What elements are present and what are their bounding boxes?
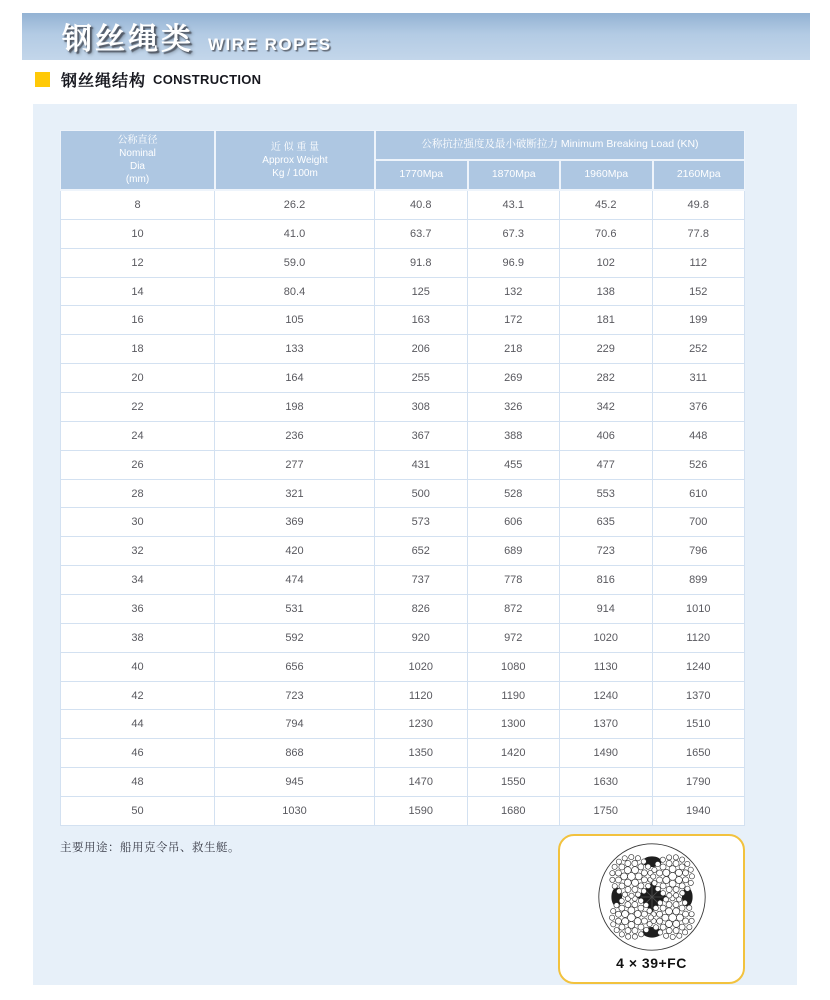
table-row [60, 653, 745, 682]
table-cell: 63.7 [375, 220, 468, 249]
table-cell: 1010 [653, 595, 746, 624]
table-cell: 342 [560, 393, 653, 422]
table-cell: 48 [60, 768, 215, 797]
table-cell: 1080 [468, 653, 561, 682]
table-cell: 1190 [468, 682, 561, 711]
table-row [60, 508, 745, 537]
table-cell: 277 [215, 451, 375, 480]
table-cell: 321 [215, 480, 375, 509]
table-row [60, 335, 745, 364]
table-cell: 737 [375, 566, 468, 595]
table-cell: 206 [375, 335, 468, 364]
header-breaking-load-group: 公称抗拉强度及最小破断拉力 Minimum Breaking Load (KN) [375, 130, 745, 160]
table-cell: 218 [468, 335, 561, 364]
table-cell: 455 [468, 451, 561, 480]
header-line: Kg / 100m [272, 167, 318, 179]
table-cell: 96.9 [468, 249, 561, 278]
table-cell: 236 [215, 422, 375, 451]
table-cell: 172 [468, 306, 561, 335]
yellow-bullet-icon [35, 72, 50, 87]
table-cell: 1030 [215, 797, 375, 826]
table-cell: 28 [60, 480, 215, 509]
table-cell: 105 [215, 306, 375, 335]
table-cell: 67.3 [468, 220, 561, 249]
table-cell: 20 [60, 364, 215, 393]
table-cell: 70.6 [560, 220, 653, 249]
table-cell: 49.8 [653, 191, 746, 220]
table-cell: 8 [60, 191, 215, 220]
table-cell: 164 [215, 364, 375, 393]
table-cell: 1300 [468, 710, 561, 739]
table-cell: 500 [375, 480, 468, 509]
table-cell: 44 [60, 710, 215, 739]
table-cell: 816 [560, 566, 653, 595]
table-row [60, 364, 745, 393]
table-cell: 945 [215, 768, 375, 797]
table-cell: 45.2 [560, 191, 653, 220]
table-cell: 477 [560, 451, 653, 480]
table-cell: 723 [560, 537, 653, 566]
table-cell: 311 [653, 364, 746, 393]
table-cell: 50 [60, 797, 215, 826]
table-cell: 1120 [375, 682, 468, 711]
table-cell: 36 [60, 595, 215, 624]
table-cell: 46 [60, 739, 215, 768]
table-row [60, 537, 745, 566]
table-cell: 181 [560, 306, 653, 335]
table-cell: 723 [215, 682, 375, 711]
table-row [60, 451, 745, 480]
page-title-zh: 钢丝绳类 [62, 23, 194, 56]
table-cell: 1230 [375, 710, 468, 739]
table-cell: 14 [60, 278, 215, 307]
table-cell: 972 [468, 624, 561, 653]
table-cell: 282 [560, 364, 653, 393]
table-row [60, 682, 745, 711]
header-line: (mm) [125, 174, 150, 185]
table-cell: 112 [653, 249, 746, 278]
table-cell: 163 [375, 306, 468, 335]
table-cell: 1680 [468, 797, 561, 826]
table-cell: 420 [215, 537, 375, 566]
table-cell: 38 [60, 624, 215, 653]
table-cell: 406 [560, 422, 653, 451]
table-cell: 635 [560, 508, 653, 537]
table-cell: 1120 [653, 624, 746, 653]
header-nominal-dia [60, 130, 215, 190]
table-row [60, 191, 745, 220]
header-line: Nominal [119, 148, 156, 159]
table-cell: 1240 [653, 653, 746, 682]
table-cell: 80.4 [215, 278, 375, 307]
header-1960mpa: 1960Mpa [560, 160, 653, 190]
table-cell: 255 [375, 364, 468, 393]
table-cell: 26.2 [215, 191, 375, 220]
table-cell: 1370 [653, 682, 746, 711]
table-cell: 1510 [653, 710, 746, 739]
table-cell: 1750 [560, 797, 653, 826]
table-cell: 1350 [375, 739, 468, 768]
table-cell: 269 [468, 364, 561, 393]
table-cell: 326 [468, 393, 561, 422]
table-cell: 367 [375, 422, 468, 451]
table-cell: 1020 [560, 624, 653, 653]
table-row [60, 595, 745, 624]
table-header [60, 130, 745, 190]
table-cell: 553 [560, 480, 653, 509]
table-cell: 30 [60, 508, 215, 537]
table-cell: 531 [215, 595, 375, 624]
table-cell: 526 [653, 451, 746, 480]
table-cell: 22 [60, 393, 215, 422]
table-cell: 652 [375, 537, 468, 566]
header-line: Dia [129, 161, 145, 172]
table-cell: 199 [653, 306, 746, 335]
table-cell: 252 [653, 335, 746, 364]
table-cell: 10 [60, 220, 215, 249]
table-cell: 914 [560, 595, 653, 624]
table-cell: 1130 [560, 653, 653, 682]
table-cell: 778 [468, 566, 561, 595]
section-title-en: CONSTRUCTION [153, 72, 262, 87]
table-cell: 1590 [375, 797, 468, 826]
table-cell: 592 [215, 624, 375, 653]
table-cell: 1370 [560, 710, 653, 739]
table-cell: 868 [215, 739, 375, 768]
table-cell: 12 [60, 249, 215, 278]
table-cell: 528 [468, 480, 561, 509]
usage-note: 主要用途：船用克令吊、救生艇。 [60, 842, 240, 854]
table-cell: 1490 [560, 739, 653, 768]
rope-cross-section-diagram [596, 841, 708, 953]
table-cell: 431 [375, 451, 468, 480]
table-cell: 1240 [560, 682, 653, 711]
table-cell: 610 [653, 480, 746, 509]
table-cell: 152 [653, 278, 746, 307]
section-heading [35, 68, 261, 91]
table-cell: 308 [375, 393, 468, 422]
table-cell: 1550 [468, 768, 561, 797]
table-cell: 229 [560, 335, 653, 364]
header-line: 近 似 重 量 [270, 141, 320, 153]
table-row [60, 278, 745, 307]
table-body [60, 190, 745, 826]
table-cell: 41.0 [215, 220, 375, 249]
rope-construction-card [558, 834, 745, 984]
table-cell: 34 [60, 566, 215, 595]
rope-construction-label: 4 × 39+FC [616, 955, 687, 971]
table-cell: 474 [215, 566, 375, 595]
table-row [60, 393, 745, 422]
table-cell: 448 [653, 422, 746, 451]
table-cell: 91.8 [375, 249, 468, 278]
table-cell: 700 [653, 508, 746, 537]
table-cell: 376 [653, 393, 746, 422]
table-cell: 369 [215, 508, 375, 537]
table-cell: 133 [215, 335, 375, 364]
table-cell: 872 [468, 595, 561, 624]
table-cell: 388 [468, 422, 561, 451]
header-line: 公称直径 [117, 135, 158, 146]
table-cell: 40.8 [375, 191, 468, 220]
table-row [60, 768, 745, 797]
table-cell: 43.1 [468, 191, 561, 220]
table-row [60, 220, 745, 249]
table-row [60, 739, 745, 768]
table-row [60, 249, 745, 278]
table-cell: 1650 [653, 739, 746, 768]
table-cell: 1420 [468, 739, 561, 768]
table-row [60, 566, 745, 595]
table-cell: 796 [653, 537, 746, 566]
table-cell: 1020 [375, 653, 468, 682]
table-row [60, 422, 745, 451]
table-cell: 32 [60, 537, 215, 566]
table-cell: 26 [60, 451, 215, 480]
table-cell: 40 [60, 653, 215, 682]
table-cell: 1470 [375, 768, 468, 797]
page-banner [22, 13, 810, 60]
table-cell: 42 [60, 682, 215, 711]
table-cell: 132 [468, 278, 561, 307]
section-title-zh: 钢丝绳结构 [61, 73, 147, 90]
header-2160mpa: 2160Mpa [653, 160, 746, 190]
table-cell: 899 [653, 566, 746, 595]
header-line: Approx Weight [262, 154, 328, 166]
table-cell: 689 [468, 537, 561, 566]
table-cell: 24 [60, 422, 215, 451]
table-cell: 920 [375, 624, 468, 653]
table-cell: 656 [215, 653, 375, 682]
table-cell: 18 [60, 335, 215, 364]
table-cell: 826 [375, 595, 468, 624]
table-cell: 16 [60, 306, 215, 335]
table-row [60, 306, 745, 335]
table-row [60, 480, 745, 509]
table-cell: 1630 [560, 768, 653, 797]
table-cell: 125 [375, 278, 468, 307]
table-cell: 102 [560, 249, 653, 278]
header-1870mpa: 1870Mpa [468, 160, 561, 190]
table-row [60, 624, 745, 653]
table-cell: 1940 [653, 797, 746, 826]
spec-table [60, 130, 745, 826]
header-1770mpa: 1770Mpa [375, 160, 468, 190]
table-cell: 573 [375, 508, 468, 537]
table-cell: 198 [215, 393, 375, 422]
table-row [60, 710, 745, 739]
table-row [60, 797, 745, 826]
table-cell: 1790 [653, 768, 746, 797]
page-title-en: WIRE ROPES [208, 35, 332, 54]
table-cell: 59.0 [215, 249, 375, 278]
header-approx-weight [215, 130, 375, 190]
table-cell: 138 [560, 278, 653, 307]
table-cell: 794 [215, 710, 375, 739]
table-cell: 77.8 [653, 220, 746, 249]
table-cell: 606 [468, 508, 561, 537]
